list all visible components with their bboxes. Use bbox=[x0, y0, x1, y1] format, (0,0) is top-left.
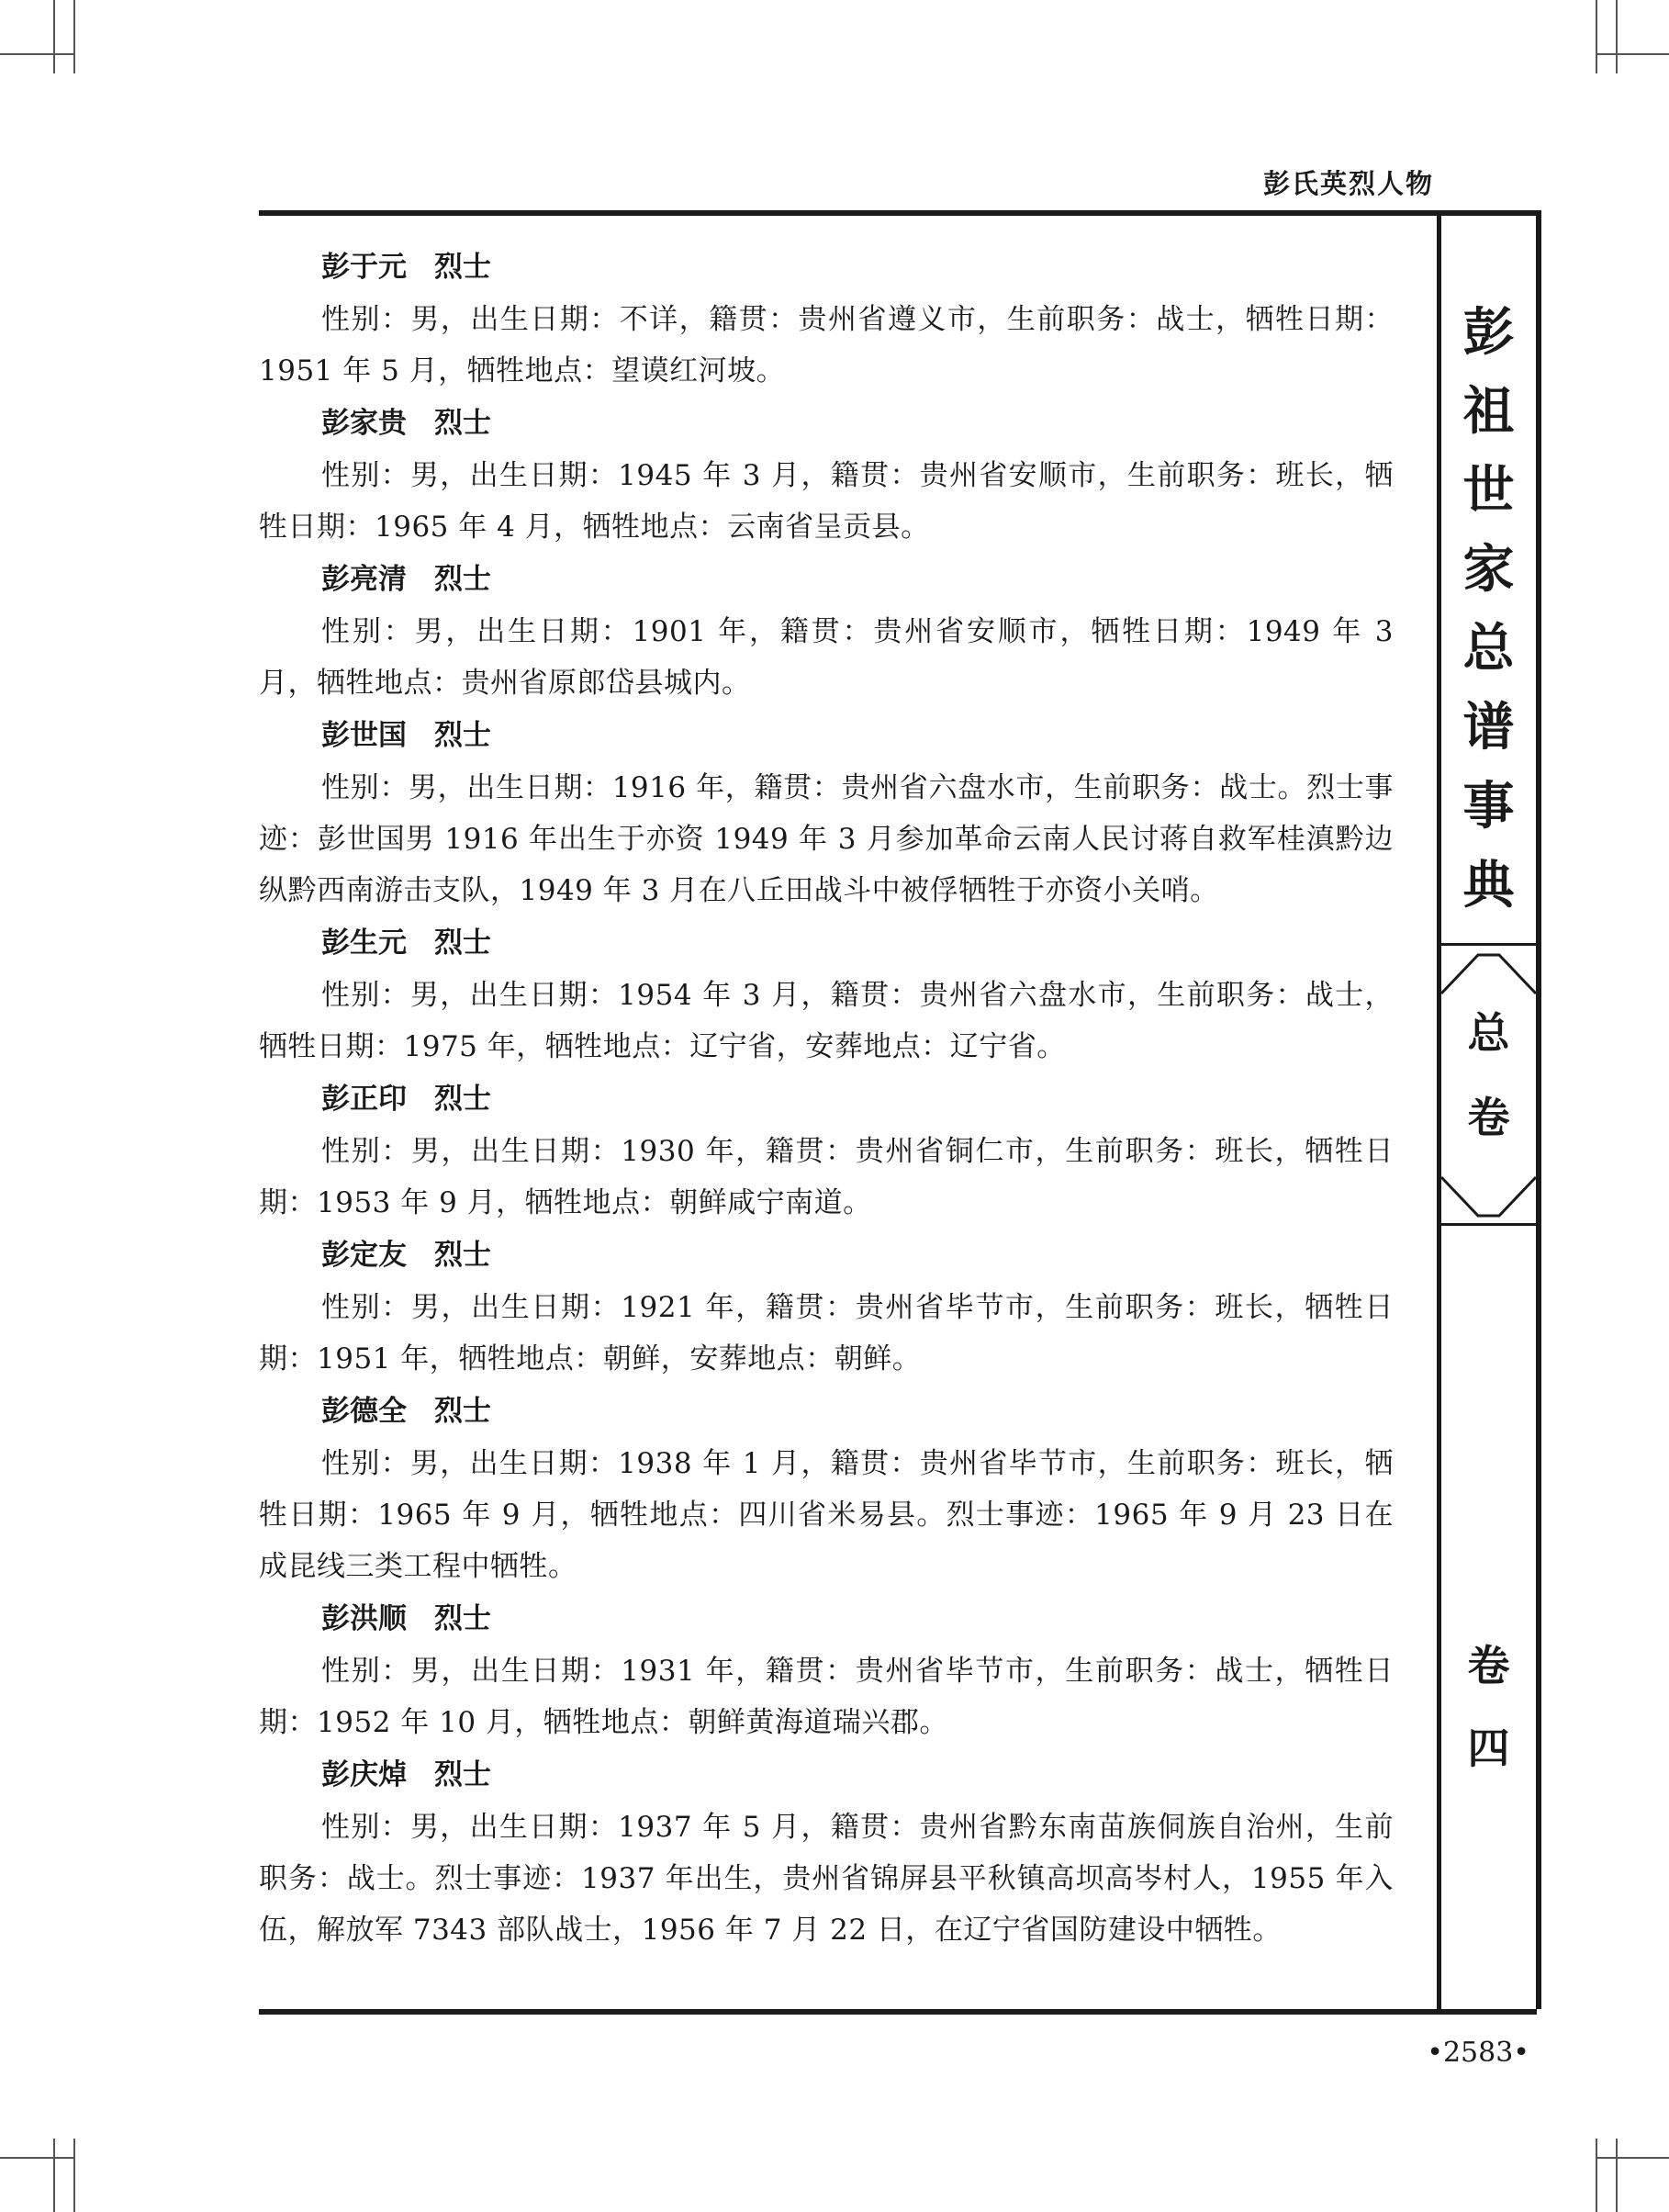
crop-mark bbox=[1616, 2139, 1618, 2212]
martyr-title: 烈士 bbox=[434, 1083, 491, 1116]
crop-mark bbox=[53, 2139, 55, 2212]
martyr-entry bbox=[259, 1592, 1394, 1748]
martyr-name: 彭亮清 bbox=[321, 563, 407, 596]
entry-heading bbox=[259, 916, 1394, 970]
entry-heading bbox=[259, 397, 1394, 450]
martyr-entry bbox=[259, 1385, 1394, 1592]
book-title-char: 祖 bbox=[1462, 381, 1515, 442]
martyr-name: 彭正印 bbox=[321, 1083, 407, 1116]
entry-body: 性别：男，出生日期：1930 年，籍贯：贵州省铜仁市，生前职务：班长，牺牲日期：1953 年 9 月，牺牲地点：朝鲜咸宁南道。 bbox=[259, 1135, 1394, 1219]
top-rule bbox=[259, 210, 1537, 216]
martyr-title: 烈士 bbox=[434, 1395, 491, 1428]
martyr-entry bbox=[259, 1748, 1394, 1956]
martyr-entry bbox=[259, 709, 1394, 916]
volume-char: 卷 bbox=[1467, 1641, 1510, 1690]
entry-body: 性别：男，出生日期：不详，籍贯：贵州省遵义市，生前职务：战士，牺牲日期：1951 年 5 月，牺牲地点：望谟红河坡。 bbox=[259, 303, 1394, 387]
martyr-name: 彭洪顺 bbox=[321, 1602, 407, 1635]
crop-mark bbox=[0, 2157, 73, 2159]
entry-body: 性别：男，出生日期：1931 年，籍贯：贵州省毕节市，生前职务：战士，牺牲日期：1952 年 10 月，牺牲地点：朝鲜黄海道瑞兴郡。 bbox=[259, 1655, 1394, 1739]
crop-mark bbox=[53, 0, 55, 73]
entry-heading bbox=[259, 1229, 1394, 1282]
side-panel bbox=[1437, 210, 1541, 2009]
panel-divider bbox=[1441, 1223, 1536, 1226]
martyr-name: 彭世国 bbox=[321, 719, 407, 752]
book-title-char: 家 bbox=[1462, 539, 1515, 600]
martyr-entry bbox=[259, 1072, 1394, 1229]
martyr-title: 烈士 bbox=[434, 719, 491, 752]
entry-body: 性别：男，出生日期：1916 年，籍贯：贵州省六盘水市，生前职务：战士。烈士事迹：彭世国男 1916 年出生于亦资 1949 年 3 月参加革命云南人民讨蒋自救军桂滇黔边纵黔西南游击支队，1949 年 3 月在八丘田战斗中被俘牺牲于亦资小关哨。 bbox=[259, 771, 1394, 907]
martyr-title: 烈士 bbox=[434, 926, 491, 960]
section-char: 卷 bbox=[1467, 1093, 1510, 1142]
crop-mark bbox=[1596, 2139, 1597, 2212]
martyr-name: 彭庆焯 bbox=[321, 1758, 407, 1791]
section-char: 总 bbox=[1467, 1008, 1510, 1058]
panel-divider bbox=[1441, 943, 1536, 946]
book-title-char: 总 bbox=[1462, 618, 1515, 679]
crop-mark bbox=[1616, 0, 1618, 73]
martyr-name: 彭定友 bbox=[321, 1239, 407, 1272]
martyr-title: 烈士 bbox=[434, 251, 491, 284]
martyr-entry bbox=[259, 553, 1394, 709]
book-title-vertical bbox=[1441, 293, 1536, 925]
martyr-entry bbox=[259, 241, 1394, 397]
entry-heading bbox=[259, 1748, 1394, 1802]
entry-heading bbox=[259, 553, 1394, 606]
martyr-title: 烈士 bbox=[434, 407, 491, 440]
martyr-title: 烈士 bbox=[434, 1602, 491, 1635]
martyr-title: 烈士 bbox=[434, 1758, 491, 1791]
martyr-entry bbox=[259, 916, 1394, 1072]
volume-char: 四 bbox=[1467, 1724, 1510, 1773]
martyr-name: 彭于元 bbox=[321, 251, 407, 284]
martyr-name: 彭德全 bbox=[321, 1395, 407, 1428]
book-title-char: 彭 bbox=[1462, 302, 1515, 363]
entry-heading bbox=[259, 241, 1394, 294]
martyr-title: 烈士 bbox=[434, 1239, 491, 1272]
entry-body: 性别：男，出生日期：1945 年 3 月，籍贯：贵州省安顺市，生前职务：班长，牺牲日期：1965 年 4 月，牺牲地点：云南省呈贡县。 bbox=[259, 459, 1394, 544]
book-title-char: 典 bbox=[1462, 855, 1515, 915]
section-label bbox=[1441, 991, 1536, 1160]
martyr-title: 烈士 bbox=[434, 563, 491, 596]
entry-heading bbox=[259, 1072, 1394, 1126]
crop-mark bbox=[73, 2139, 75, 2212]
crop-mark bbox=[1596, 0, 1597, 73]
entry-heading bbox=[259, 1385, 1394, 1438]
book-title-char: 世 bbox=[1462, 460, 1515, 521]
entry-heading bbox=[259, 1592, 1394, 1645]
martyr-name: 彭生元 bbox=[321, 926, 407, 960]
entry-body: 性别：男，出生日期：1938 年 1 月，籍贯：贵州省毕节市，生前职务：班长，牺牲日期：1965 年 9 月，牺牲地点：四川省米易县。烈士事迹：1965 年 9 月 23 日在成昆线三类工程中牺牲。 bbox=[259, 1447, 1394, 1583]
entry-body: 性别：男，出生日期：1937 年 5 月，籍贯：贵州省黔东南苗族侗族自治州，生前职务：战士。烈士事迹：1937 年出生，贵州省锦屏县平秋镇高坝高岑村人，1955 年入伍，解放军 7343 部队战士，1956 年 7 月 22 日，在辽宁省国防建设中牺牲。 bbox=[259, 1811, 1394, 1947]
crop-mark bbox=[1596, 53, 1669, 55]
martyr-entry bbox=[259, 397, 1394, 553]
entries-list bbox=[259, 241, 1394, 1956]
bottom-rule bbox=[259, 2009, 1537, 2015]
entry-body: 性别：男，出生日期：1954 年 3 月，籍贯：贵州省六盘水市，生前职务：战士，牺牲日期：1975 年，牺牲地点：辽宁省，安葬地点：辽宁省。 bbox=[259, 979, 1394, 1063]
book-title-char: 谱 bbox=[1462, 697, 1515, 758]
page-number: •2583• bbox=[1427, 2037, 1529, 2069]
running-header: 彭氏英烈人物 bbox=[1262, 168, 1434, 199]
martyr-name: 彭家贵 bbox=[321, 407, 407, 440]
crop-mark bbox=[73, 0, 75, 73]
entry-body: 性别：男，出生日期：1901 年，籍贯：贵州省安顺市，牺牲日期：1949 年 3 月，牺牲地点：贵州省原郎岱县城内。 bbox=[259, 615, 1394, 700]
martyr-entry bbox=[259, 1229, 1394, 1385]
entry-body: 性别：男，出生日期：1921 年，籍贯：贵州省毕节市，生前职务：班长，牺牲日期：1951 年，牺牲地点：朝鲜，安葬地点：朝鲜。 bbox=[259, 1291, 1394, 1375]
book-title-char: 事 bbox=[1462, 776, 1515, 837]
crop-mark bbox=[0, 53, 73, 55]
entry-heading bbox=[259, 709, 1394, 762]
crop-mark bbox=[1596, 2157, 1669, 2159]
volume-label bbox=[1441, 1624, 1536, 1790]
